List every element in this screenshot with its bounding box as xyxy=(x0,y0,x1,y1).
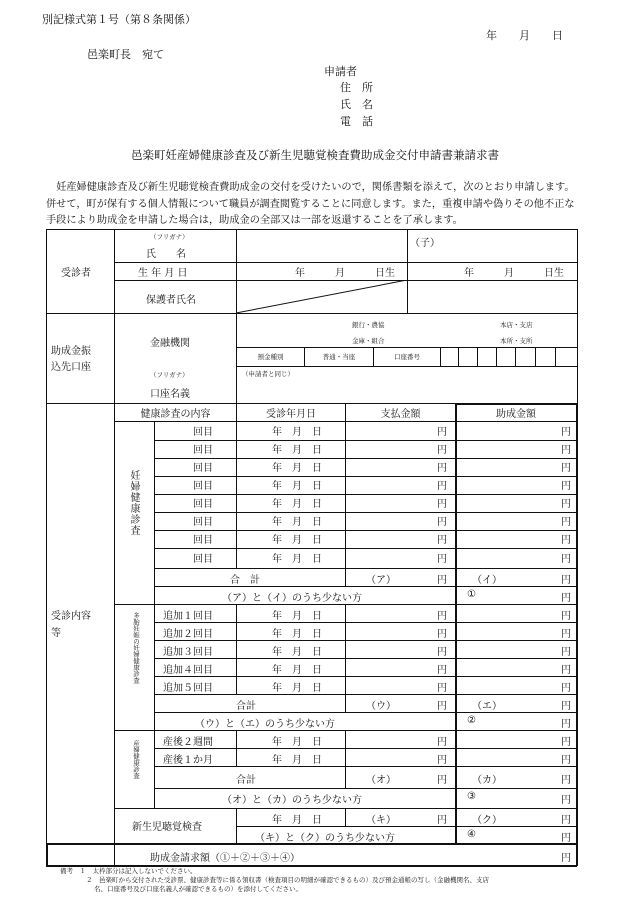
bank-label-1: 助成金振 xyxy=(51,346,91,357)
yen-u: 円 xyxy=(437,701,447,712)
exam-date[interactable]: 年 月 日 xyxy=(272,445,322,456)
exam-date[interactable]: 年 月 日 xyxy=(272,427,322,438)
paid-yen: 円 xyxy=(437,427,447,438)
times-label: 回目 xyxy=(193,445,213,456)
exam-date[interactable]: 年 月 日 xyxy=(272,683,322,694)
extra-label: 追加３回目 xyxy=(163,647,213,658)
less-ue: （ウ）と（エ）のうち少ない方 xyxy=(195,719,335,730)
hearing-label: 新生児聴覚検査 xyxy=(132,822,202,833)
subsidy-yen: 円 xyxy=(561,683,571,694)
holder-label: 口座名義 xyxy=(150,389,190,400)
note-2b: 名、口座番号及び口座名義人が確認できるもの）を添付してください。 xyxy=(94,885,302,893)
subsidy-yen: 円 xyxy=(561,517,571,528)
exam-date[interactable]: 年 月 日 xyxy=(272,647,322,658)
exam-date[interactable]: 年 月 日 xyxy=(272,737,322,748)
applicant-name: 氏 名 xyxy=(340,98,373,111)
label-ku: （ク） xyxy=(472,815,502,826)
yen-ka: 円 xyxy=(561,775,571,786)
total-a: 合 計 xyxy=(230,575,260,586)
col-paid: 支払金額 xyxy=(380,409,421,420)
birthdate-label: 生 年 月 日 xyxy=(138,268,188,279)
less-ai: （ア）と（イ）のうち少ない方 xyxy=(222,593,362,604)
less-oka: （オ）と（カ）のうち少ない方 xyxy=(222,795,362,806)
col-content: 健康診査の内容 xyxy=(140,409,211,420)
circle-3: ③ xyxy=(467,791,476,802)
exam-date[interactable]: 年 月 日 xyxy=(272,554,322,565)
branch-2[interactable]: 本所・支所 xyxy=(500,337,533,345)
yen-o: 円 xyxy=(437,775,447,786)
subsidy-yen: 円 xyxy=(561,499,571,510)
yen-i: 円 xyxy=(561,575,571,586)
label-u: （ウ） xyxy=(366,701,396,712)
times-label: 回目 xyxy=(193,427,213,438)
subsidy-yen: 円 xyxy=(561,427,571,438)
note-1: 備考 １ 太枠部分は記入しないでください。 xyxy=(60,867,197,875)
yen-total: 円 xyxy=(561,853,571,864)
exam-date[interactable]: 年 月 日 xyxy=(272,499,322,510)
extra-label: 追加４回目 xyxy=(163,665,213,676)
yen-c3: 円 xyxy=(561,795,571,806)
yen-c1: 円 xyxy=(561,593,571,604)
notes xyxy=(60,867,489,894)
paid-yen: 円 xyxy=(437,535,447,546)
bank-type-1[interactable]: 銀行・農協 xyxy=(352,321,385,329)
applicant-heading: 申請者 xyxy=(324,65,357,78)
total-u: 合計 xyxy=(236,701,256,712)
account-number-label: 口座番号 xyxy=(394,353,420,361)
times-label: 回目 xyxy=(193,554,213,565)
label-ka: （カ） xyxy=(472,775,502,786)
col-subsidy: 助成金額 xyxy=(496,409,536,420)
holder-furigana: （フリガナ） xyxy=(150,371,189,379)
exam-date[interactable]: 年 月 日 xyxy=(272,463,322,474)
postpartum-item: 産後２週間 xyxy=(163,737,213,748)
examinee-label: 受診者 xyxy=(61,268,91,279)
paid-yen: 円 xyxy=(437,499,447,510)
exam-date[interactable]: 年 月 日 xyxy=(272,517,322,528)
circle-1: ① xyxy=(467,589,476,600)
subsidy-yen: 円 xyxy=(561,647,571,658)
note-2a: ２ 邑楽町から交付された受診票、健康診査等に係る領収書（検査項目の明細が確認できるもの）及び預金通帳の写し（金融機関名、支店 xyxy=(86,876,489,884)
yen-c2: 円 xyxy=(561,719,571,730)
times-label: 回目 xyxy=(193,481,213,492)
times-label: 回目 xyxy=(193,463,213,474)
bank-type-2[interactable]: 金庫・組合 xyxy=(352,337,385,345)
exam-date[interactable]: 年 月 日 xyxy=(272,665,322,676)
branch-1[interactable]: 本店・支店 xyxy=(500,321,533,329)
paid-yen: 円 xyxy=(437,629,447,640)
subsidy-yen: 円 xyxy=(561,737,571,748)
examinee-name-label: 氏 名 xyxy=(146,249,186,260)
paid-yen: 円 xyxy=(437,554,447,565)
times-label: 回目 xyxy=(193,499,213,510)
page-title: 邑楽町妊産婦健康診査及び新生児聴覚検査費助成金交付申請書兼請求書 xyxy=(131,148,499,162)
paid-yen: 円 xyxy=(437,445,447,456)
subsidy-yen: 円 xyxy=(561,445,571,456)
date-label: 年 月 日 xyxy=(486,29,563,42)
applicant-address: 住 所 xyxy=(340,81,373,94)
applicant-phone: 電 話 xyxy=(340,115,373,128)
circle-4: ④ xyxy=(467,829,476,840)
examinee-furigana: （フリガナ） xyxy=(150,233,189,241)
exam-date[interactable]: 年 月 日 xyxy=(272,611,322,622)
subsidy-yen: 円 xyxy=(561,535,571,546)
guardian-diagonal xyxy=(236,280,407,313)
exam-date[interactable]: 年 月 日 xyxy=(272,755,322,766)
paid-yen: 円 xyxy=(437,665,447,676)
label-ki: （キ） xyxy=(366,815,396,826)
holder-note: （申請者と同じ） xyxy=(242,370,294,378)
subsidy-yen: 円 xyxy=(561,665,571,676)
section-label-1: 受診内容 xyxy=(51,611,91,622)
label-i: （イ） xyxy=(472,575,502,586)
exam-date[interactable]: 年 月 日 xyxy=(272,481,322,492)
subsidy-yen: 円 xyxy=(561,611,571,622)
yen-e: 円 xyxy=(561,701,571,712)
postpartum-item: 産後１か月 xyxy=(163,755,213,766)
label-a: （ア） xyxy=(366,575,396,586)
multi-label: 多胎妊娠の妊婦健康診査 xyxy=(132,612,140,684)
times-label: 回目 xyxy=(193,535,213,546)
label-e: （エ） xyxy=(472,701,502,712)
subsidy-yen: 円 xyxy=(561,554,571,565)
form-number: 別記様式第１号（第８条関係） xyxy=(42,13,196,26)
extra-label: 追加５回目 xyxy=(163,683,213,694)
times-label: 回目 xyxy=(193,517,213,528)
subsidy-yen: 円 xyxy=(561,755,571,766)
yen-ku: 円 xyxy=(561,815,571,826)
addressee: 邑楽町長 宛て xyxy=(87,48,164,61)
label-o: （オ） xyxy=(366,775,396,786)
extra-label: 追加２回目 xyxy=(163,629,213,640)
paid-yen: 円 xyxy=(437,611,447,622)
extra-label: 追加１回目 xyxy=(163,611,213,622)
yen-ki: 円 xyxy=(437,815,447,826)
deposit-options[interactable]: 普通・当座 xyxy=(322,353,356,361)
exam-date[interactable]: 年 月 日 xyxy=(272,629,322,640)
deposit-type-label: 預金種別 xyxy=(257,353,284,361)
paid-yen: 円 xyxy=(437,463,447,474)
subsidy-yen: 円 xyxy=(561,481,571,492)
paid-yen: 円 xyxy=(437,481,447,492)
section-label-2: 等 xyxy=(51,628,61,639)
yen-c4: 円 xyxy=(561,833,571,844)
yen-a: 円 xyxy=(437,575,447,586)
hearing-date[interactable]: 年 月 日 xyxy=(272,815,322,826)
postpartum-label: 産婦健康診査 xyxy=(132,740,140,779)
maternity-label: 妊婦健康診査 xyxy=(128,470,139,536)
subsidy-yen: 円 xyxy=(561,629,571,640)
less-kiku: （キ）と（ク）のうち少ない方 xyxy=(255,833,395,844)
subsidy-yen: 円 xyxy=(561,463,571,474)
paid-yen: 円 xyxy=(437,737,447,748)
institution-label: 金融機関 xyxy=(150,338,190,349)
bank-label-2: 込先口座 xyxy=(51,362,91,373)
col-date: 受診年月日 xyxy=(266,409,316,420)
circle-2: ② xyxy=(467,715,476,726)
request-total: 助成金請求額（①＋②＋③＋④） xyxy=(150,853,300,864)
exam-date[interactable]: 年 月 日 xyxy=(272,535,322,546)
guardian-label: 保護者氏名 xyxy=(146,295,196,306)
intro-paragraph: 妊産婦健康診査及び新生児聴覚検査費助成金の交付を受けたいので，関係書類を添えて，次のとおり申請します。併せて，町が保有する個人情報について職員が調査閲覧することに同意します。また，重複申請や偽りその他不正な手段により助成金を申請した場合は，助成金の全部又は一部を返還することを了承します。 xyxy=(46,182,575,226)
paid-yen: 円 xyxy=(437,647,447,658)
paid-yen: 円 xyxy=(437,517,447,528)
birth-value-1[interactable]: 年 月 日生 xyxy=(295,268,395,279)
paid-yen: 円 xyxy=(437,755,447,766)
birth-value-2[interactable]: 年 月 日生 xyxy=(464,268,564,279)
paid-yen: 円 xyxy=(437,683,447,694)
total-o: 合計 xyxy=(236,775,256,786)
child-label: （子） xyxy=(410,238,440,249)
